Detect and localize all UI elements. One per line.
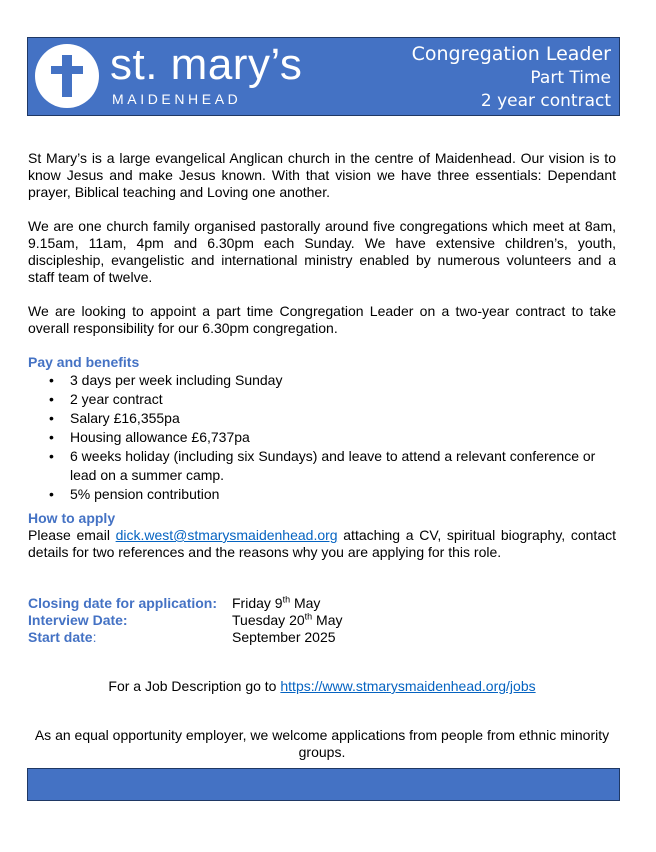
intro-paragraph-1: St Mary’s is a large evangelical Anglican church in the centre of Maidenhead. Our vision is to know Jesus and make Jesus known. With that vision we have three essentials: Dependant prayer, Biblical teaching and Loving one another. xyxy=(28,150,616,200)
list-item: • 6 weeks holiday (including six Sundays) and leave to attend a relevant conference or lead on a summer camp. xyxy=(49,448,596,483)
job-header xyxy=(412,41,611,113)
intro-paragraph-3: We are looking to appoint a part time Congregation Leader on a two-year contract to take overall responsibility for our 6.30pm congregation. xyxy=(28,303,616,336)
footer-banner xyxy=(27,768,620,801)
job-description-line: For a Job Description go to https://www.stmarysmaidenhead.org/jobs xyxy=(108,678,536,694)
list-item: • Housing allowance £6,737pa xyxy=(49,429,250,445)
pay-list xyxy=(28,371,616,504)
logo-name: st. mary’s xyxy=(110,40,303,89)
email-link[interactable]: dick.west@stmarysmaidenhead.org xyxy=(115,527,338,543)
logo-subtitle: MAIDENHEAD xyxy=(112,91,242,107)
job-title: Congregation Leader xyxy=(411,43,611,65)
job-hours: Part Time xyxy=(530,68,611,88)
closing-date-row xyxy=(28,595,616,612)
list-item: • Salary £16,355pa xyxy=(49,410,180,426)
closing-date-value: Friday 9th May xyxy=(232,594,321,611)
job-contract: 2 year contract xyxy=(480,91,611,111)
apply-heading: How to apply xyxy=(28,510,116,526)
interview-date-label: Interview Date: xyxy=(28,612,128,628)
intro-paragraph-2: We are one church family organised pastorally around five congregations which meet at 8am, 9.15am, 11am, 4pm and 6.30pm each Sunday. We have extensive children’s, youth, discipleship, evangelistic and international ministry enabled by numerous volunteers and a staff team of twelve. xyxy=(28,218,616,285)
job-advert-body xyxy=(28,150,616,761)
interview-date-value: Tuesday 20th May xyxy=(232,611,343,628)
start-date-label: Start date: xyxy=(28,629,97,645)
jobs-link[interactable]: https://www.stmarysmaidenhead.org/jobs xyxy=(280,678,536,694)
list-item: • 5% pension contribution xyxy=(49,486,220,502)
list-item: • 2 year contract xyxy=(49,391,163,407)
apply-paragraph: Please email dick.west@stmarysmaidenhead.org attaching a CV, spiritual biography, contact details for two references and the reasons why you are applying for this role. xyxy=(28,527,616,560)
header-banner xyxy=(27,37,620,116)
pay-heading: Pay and benefits xyxy=(28,354,140,370)
equal-opportunity-statement: As an equal opportunity employer, we welcome applications from people from ethnic minority groups. xyxy=(34,727,610,760)
cross-logo-icon xyxy=(35,44,99,108)
start-date-row xyxy=(28,629,616,646)
list-item: • 3 days per week including Sunday xyxy=(49,372,283,388)
interview-date-row xyxy=(28,612,616,629)
start-date-value: September 2025 xyxy=(232,629,336,645)
closing-date-label: Closing date for application: xyxy=(28,595,218,611)
